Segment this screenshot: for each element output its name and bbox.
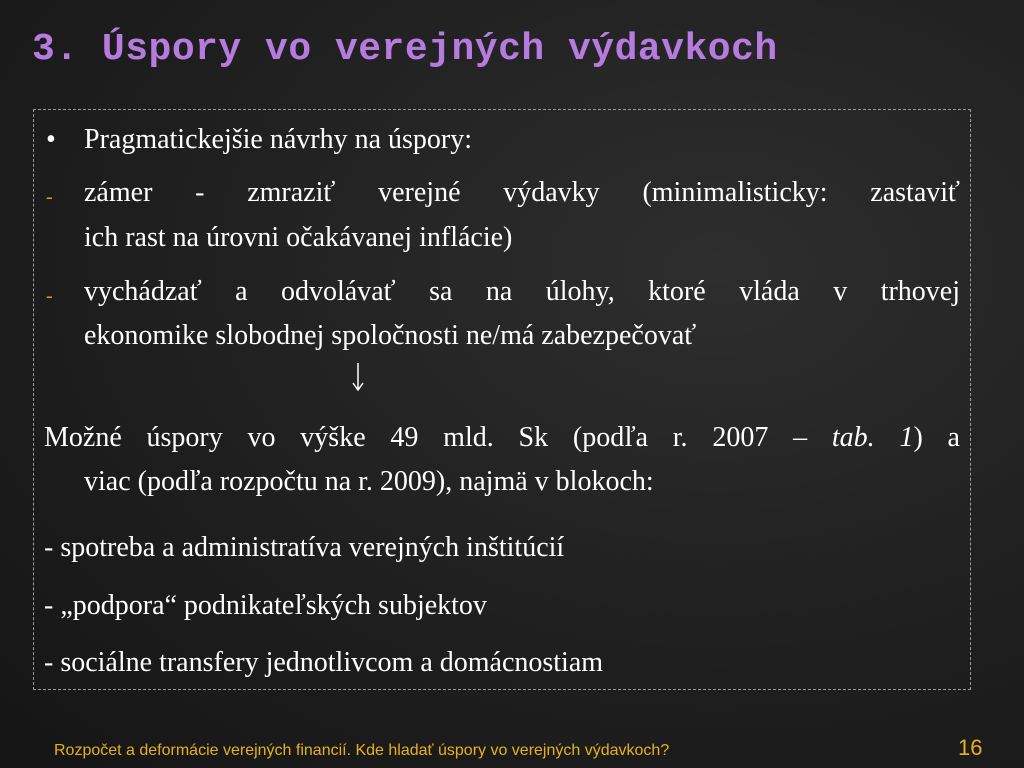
block-item-transfers: - sociálne transfery jednotlivcom a domácnostiam (44, 647, 604, 678)
savings-line1 (44, 422, 960, 454)
point2-text-line2: ekonomike slobodnej spoločnosti ne/má zabezpečovať (84, 320, 697, 351)
footer-caption: Rozpočet a deformácie verejných financií. Kde hladať úspory vo verejných výdavkoch? (54, 742, 670, 759)
dash-bullet-icon: - (46, 285, 53, 307)
point1-text-line2: ich rast na úrovni očakávanej inflácie) (84, 222, 513, 253)
block-item-support: - „podpora“ podnikateľských subjektov (44, 590, 487, 621)
block-item-consumption: - spotreba a administratíva verejných inštitúcií (44, 532, 565, 563)
dash-bullet-icon: - (46, 186, 53, 208)
down-arrow-icon (348, 362, 368, 392)
page-number: 16 (958, 735, 983, 760)
point2-text-line1: vychádzať a odvolávať sa na úlohy, ktoré vláda v trhovej (84, 276, 960, 307)
content-box (33, 109, 971, 690)
savings-text-line2: viac (podľa rozpočtu na r. 2009), najmä v blokoch: (84, 466, 654, 497)
point1-text-line1: zámer - zmraziť verejné výdavky (minimalisticky: zastaviť (84, 177, 960, 208)
main-bullet-text: Pragmatickejšie návrhy na úspory: (84, 124, 473, 155)
savings-text-part1: Možné úspory vo výške 49 mld. Sk (podľa r. 2007 – (44, 422, 832, 453)
table-reference: tab. 1 (831, 422, 914, 453)
slide-title: 3. Úspory vo verejných výdavkoch (32, 28, 778, 71)
savings-text-part2: ) a (913, 422, 960, 453)
bullet-dot-icon: • (46, 124, 56, 155)
